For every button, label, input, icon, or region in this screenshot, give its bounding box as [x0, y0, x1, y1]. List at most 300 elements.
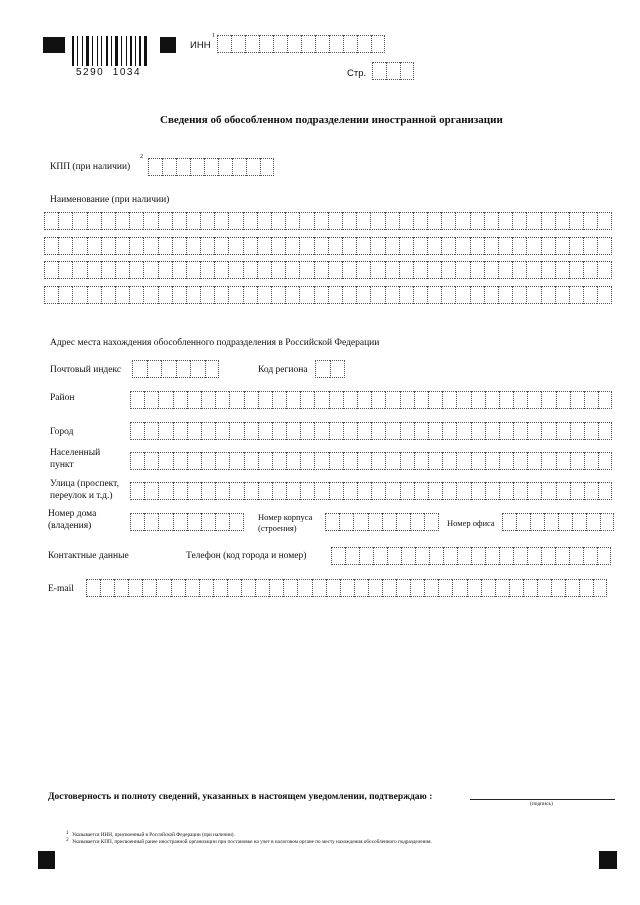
- input-cell[interactable]: [387, 547, 401, 565]
- input-cell[interactable]: [513, 422, 527, 440]
- input-cell[interactable]: [287, 35, 301, 53]
- input-cell[interactable]: [569, 547, 583, 565]
- input-cell[interactable]: [551, 579, 565, 597]
- input-cell[interactable]: [246, 158, 260, 176]
- input-cell[interactable]: [584, 391, 598, 409]
- input-cell[interactable]: [115, 286, 129, 304]
- input-cell[interactable]: [158, 391, 172, 409]
- input-cell[interactable]: [353, 513, 367, 531]
- input-cell[interactable]: [485, 452, 499, 470]
- input-cell[interactable]: [214, 237, 228, 255]
- input-cell[interactable]: [345, 547, 359, 565]
- input-cell[interactable]: [370, 212, 384, 230]
- input-cell[interactable]: [400, 391, 414, 409]
- input-cell[interactable]: [204, 158, 218, 176]
- input-cell[interactable]: [413, 237, 427, 255]
- input-cell[interactable]: [44, 212, 58, 230]
- input-cell[interactable]: [129, 237, 143, 255]
- input-cell[interactable]: [129, 261, 143, 279]
- input-cell[interactable]: [527, 422, 541, 440]
- input-cell[interactable]: [385, 237, 399, 255]
- input-cell[interactable]: [343, 452, 357, 470]
- input-cell[interactable]: [527, 482, 541, 500]
- input-cell[interactable]: [498, 286, 512, 304]
- input-cell[interactable]: [158, 513, 172, 531]
- input-cell[interactable]: [385, 212, 399, 230]
- page-number-cells[interactable]: [372, 62, 414, 80]
- input-cell[interactable]: [471, 482, 485, 500]
- input-cell[interactable]: [257, 261, 271, 279]
- input-cell[interactable]: [541, 286, 555, 304]
- input-cell[interactable]: [228, 237, 242, 255]
- input-cell[interactable]: [499, 422, 513, 440]
- input-cell[interactable]: [513, 547, 527, 565]
- input-cell[interactable]: [269, 579, 283, 597]
- input-cell[interactable]: [442, 482, 456, 500]
- input-cell[interactable]: [370, 261, 384, 279]
- input-cell[interactable]: [329, 422, 343, 440]
- input-cell[interactable]: [555, 212, 569, 230]
- input-cell[interactable]: [205, 360, 220, 378]
- input-cell[interactable]: [572, 513, 586, 531]
- input-cell[interactable]: [187, 452, 201, 470]
- input-cell[interactable]: [201, 391, 215, 409]
- input-cell[interactable]: [115, 212, 129, 230]
- input-cell[interactable]: [114, 579, 128, 597]
- input-cell[interactable]: [526, 212, 540, 230]
- input-cell[interactable]: [329, 452, 343, 470]
- input-cell[interactable]: [130, 513, 144, 531]
- input-cell[interactable]: [512, 212, 526, 230]
- input-cell[interactable]: [72, 237, 86, 255]
- input-cell[interactable]: [285, 237, 299, 255]
- input-cell[interactable]: [368, 513, 382, 531]
- input-cell[interactable]: [101, 212, 115, 230]
- input-cell[interactable]: [314, 286, 328, 304]
- input-cell[interactable]: [471, 422, 485, 440]
- input-cell[interactable]: [331, 547, 345, 565]
- input-cell[interactable]: [158, 482, 172, 500]
- input-cell[interactable]: [326, 579, 340, 597]
- input-cell[interactable]: [271, 212, 285, 230]
- input-cell[interactable]: [498, 237, 512, 255]
- input-cell[interactable]: [214, 286, 228, 304]
- input-cell[interactable]: [243, 237, 257, 255]
- input-cell[interactable]: [158, 212, 172, 230]
- input-cell[interactable]: [339, 513, 353, 531]
- input-cell[interactable]: [598, 422, 612, 440]
- input-cell[interactable]: [285, 286, 299, 304]
- input-cell[interactable]: [495, 579, 509, 597]
- input-cell[interactable]: [342, 261, 356, 279]
- input-cell[interactable]: [173, 482, 187, 500]
- input-cell[interactable]: [385, 422, 399, 440]
- input-cell[interactable]: [72, 261, 86, 279]
- input-cell[interactable]: [215, 513, 229, 531]
- input-cell[interactable]: [130, 422, 144, 440]
- input-cell[interactable]: [541, 237, 555, 255]
- input-cell[interactable]: [187, 391, 201, 409]
- input-cell[interactable]: [315, 35, 329, 53]
- input-cell[interactable]: [597, 547, 611, 565]
- input-cell[interactable]: [272, 422, 286, 440]
- input-cell[interactable]: [356, 237, 370, 255]
- input-cell[interactable]: [329, 482, 343, 500]
- input-cell[interactable]: [424, 513, 438, 531]
- input-cell[interactable]: [428, 422, 442, 440]
- input-cell[interactable]: [200, 212, 214, 230]
- input-cell[interactable]: [385, 286, 399, 304]
- input-cell[interactable]: [441, 237, 455, 255]
- input-cell[interactable]: [484, 212, 498, 230]
- input-cell[interactable]: [368, 579, 382, 597]
- input-cell[interactable]: [232, 158, 246, 176]
- input-cell[interactable]: [357, 482, 371, 500]
- input-cell[interactable]: [199, 579, 213, 597]
- input-cell[interactable]: [513, 452, 527, 470]
- input-cell[interactable]: [231, 35, 245, 53]
- input-cell[interactable]: [399, 261, 413, 279]
- region-code-cells[interactable]: [315, 360, 345, 378]
- input-cell[interactable]: [272, 482, 286, 500]
- input-cell[interactable]: [285, 261, 299, 279]
- input-cell[interactable]: [427, 261, 441, 279]
- input-cell[interactable]: [143, 261, 157, 279]
- input-cell[interactable]: [343, 422, 357, 440]
- input-cell[interactable]: [371, 452, 385, 470]
- input-cell[interactable]: [410, 513, 424, 531]
- input-cell[interactable]: [385, 391, 399, 409]
- input-cell[interactable]: [129, 286, 143, 304]
- input-cell[interactable]: [314, 482, 328, 500]
- input-cell[interactable]: [400, 422, 414, 440]
- name-cells-row-4[interactable]: [44, 286, 612, 304]
- input-cell[interactable]: [526, 237, 540, 255]
- input-cell[interactable]: [471, 547, 485, 565]
- input-cell[interactable]: [555, 237, 569, 255]
- input-cell[interactable]: [385, 261, 399, 279]
- input-cell[interactable]: [544, 513, 558, 531]
- input-cell[interactable]: [271, 261, 285, 279]
- input-cell[interactable]: [527, 391, 541, 409]
- input-cell[interactable]: [597, 261, 611, 279]
- district-cells[interactable]: [130, 391, 612, 409]
- input-cell[interactable]: [173, 513, 187, 531]
- input-cell[interactable]: [467, 579, 481, 597]
- input-cell[interactable]: [215, 422, 229, 440]
- input-cell[interactable]: [143, 237, 157, 255]
- input-cell[interactable]: [484, 237, 498, 255]
- input-cell[interactable]: [257, 286, 271, 304]
- input-cell[interactable]: [130, 391, 144, 409]
- input-cell[interactable]: [87, 261, 101, 279]
- input-cell[interactable]: [329, 391, 343, 409]
- input-cell[interactable]: [597, 286, 611, 304]
- input-cell[interactable]: [143, 212, 157, 230]
- input-cell[interactable]: [452, 579, 466, 597]
- input-cell[interactable]: [172, 237, 186, 255]
- input-cell[interactable]: [229, 391, 243, 409]
- input-cell[interactable]: [228, 261, 242, 279]
- input-cell[interactable]: [583, 547, 597, 565]
- input-cell[interactable]: [130, 482, 144, 500]
- input-cell[interactable]: [400, 482, 414, 500]
- input-cell[interactable]: [158, 237, 172, 255]
- input-cell[interactable]: [429, 547, 443, 565]
- input-cell[interactable]: [442, 422, 456, 440]
- input-cell[interactable]: [190, 158, 204, 176]
- input-cell[interactable]: [371, 422, 385, 440]
- input-cell[interactable]: [130, 452, 144, 470]
- input-cell[interactable]: [86, 579, 100, 597]
- input-cell[interactable]: [541, 482, 555, 500]
- input-cell[interactable]: [401, 547, 415, 565]
- input-cell[interactable]: [456, 452, 470, 470]
- name-cells-row-2[interactable]: [44, 237, 612, 255]
- input-cell[interactable]: [187, 482, 201, 500]
- input-cell[interactable]: [328, 261, 342, 279]
- input-cell[interactable]: [214, 261, 228, 279]
- input-cell[interactable]: [470, 212, 484, 230]
- input-cell[interactable]: [455, 212, 469, 230]
- input-cell[interactable]: [396, 513, 410, 531]
- input-cell[interactable]: [541, 212, 555, 230]
- input-cell[interactable]: [144, 391, 158, 409]
- input-cell[interactable]: [258, 482, 272, 500]
- input-cell[interactable]: [569, 212, 583, 230]
- input-cell[interactable]: [328, 286, 342, 304]
- input-cell[interactable]: [257, 212, 271, 230]
- input-cell[interactable]: [215, 452, 229, 470]
- input-cell[interactable]: [173, 422, 187, 440]
- input-cell[interactable]: [101, 261, 115, 279]
- input-cell[interactable]: [286, 422, 300, 440]
- input-cell[interactable]: [286, 482, 300, 500]
- input-cell[interactable]: [44, 261, 58, 279]
- input-cell[interactable]: [555, 261, 569, 279]
- signature-line[interactable]: [470, 799, 615, 800]
- input-cell[interactable]: [373, 547, 387, 565]
- locality-cells[interactable]: [130, 452, 612, 470]
- input-cell[interactable]: [357, 452, 371, 470]
- input-cell[interactable]: [285, 212, 299, 230]
- input-cell[interactable]: [400, 62, 414, 80]
- input-cell[interactable]: [229, 422, 243, 440]
- input-cell[interactable]: [87, 286, 101, 304]
- input-cell[interactable]: [241, 579, 255, 597]
- name-cells-row-3[interactable]: [44, 261, 612, 279]
- input-cell[interactable]: [260, 158, 274, 176]
- input-cell[interactable]: [215, 391, 229, 409]
- input-cell[interactable]: [499, 547, 513, 565]
- input-cell[interactable]: [340, 579, 354, 597]
- input-cell[interactable]: [502, 513, 516, 531]
- input-cell[interactable]: [176, 360, 191, 378]
- input-cell[interactable]: [258, 422, 272, 440]
- input-cell[interactable]: [200, 286, 214, 304]
- input-cell[interactable]: [314, 452, 328, 470]
- input-cell[interactable]: [201, 482, 215, 500]
- input-cell[interactable]: [399, 237, 413, 255]
- input-cell[interactable]: [312, 579, 326, 597]
- input-cell[interactable]: [243, 261, 257, 279]
- input-cell[interactable]: [255, 579, 269, 597]
- input-cell[interactable]: [427, 237, 441, 255]
- input-cell[interactable]: [176, 158, 190, 176]
- input-cell[interactable]: [101, 237, 115, 255]
- input-cell[interactable]: [569, 286, 583, 304]
- input-cell[interactable]: [527, 452, 541, 470]
- input-cell[interactable]: [144, 452, 158, 470]
- input-cell[interactable]: [357, 422, 371, 440]
- input-cell[interactable]: [385, 482, 399, 500]
- input-cell[interactable]: [244, 452, 258, 470]
- input-cell[interactable]: [158, 452, 172, 470]
- input-cell[interactable]: [325, 513, 339, 531]
- input-cell[interactable]: [299, 286, 313, 304]
- input-cell[interactable]: [300, 391, 314, 409]
- input-cell[interactable]: [142, 579, 156, 597]
- input-cell[interactable]: [427, 212, 441, 230]
- input-cell[interactable]: [597, 212, 611, 230]
- input-cell[interactable]: [158, 422, 172, 440]
- input-cell[interactable]: [214, 212, 228, 230]
- input-cell[interactable]: [428, 482, 442, 500]
- input-cell[interactable]: [185, 579, 199, 597]
- input-cell[interactable]: [314, 237, 328, 255]
- input-cell[interactable]: [356, 286, 370, 304]
- input-cell[interactable]: [148, 158, 162, 176]
- input-cell[interactable]: [570, 452, 584, 470]
- input-cell[interactable]: [354, 579, 368, 597]
- input-cell[interactable]: [382, 513, 396, 531]
- input-cell[interactable]: [342, 237, 356, 255]
- input-cell[interactable]: [396, 579, 410, 597]
- input-cell[interactable]: [186, 261, 200, 279]
- input-cell[interactable]: [228, 286, 242, 304]
- input-cell[interactable]: [144, 513, 158, 531]
- input-cell[interactable]: [556, 391, 570, 409]
- office-number-cells[interactable]: [502, 513, 614, 531]
- input-cell[interactable]: [162, 158, 176, 176]
- input-cell[interactable]: [301, 35, 315, 53]
- input-cell[interactable]: [87, 212, 101, 230]
- input-cell[interactable]: [299, 237, 313, 255]
- input-cell[interactable]: [413, 212, 427, 230]
- input-cell[interactable]: [512, 237, 526, 255]
- input-cell[interactable]: [186, 212, 200, 230]
- input-cell[interactable]: [370, 237, 384, 255]
- input-cell[interactable]: [386, 62, 400, 80]
- input-cell[interactable]: [570, 422, 584, 440]
- input-cell[interactable]: [158, 261, 172, 279]
- input-cell[interactable]: [245, 35, 259, 53]
- input-cell[interactable]: [283, 579, 297, 597]
- input-cell[interactable]: [161, 360, 176, 378]
- input-cell[interactable]: [455, 237, 469, 255]
- input-cell[interactable]: [144, 482, 158, 500]
- input-cell[interactable]: [244, 422, 258, 440]
- input-cell[interactable]: [129, 212, 143, 230]
- input-cell[interactable]: [343, 482, 357, 500]
- input-cell[interactable]: [583, 212, 597, 230]
- input-cell[interactable]: [526, 286, 540, 304]
- input-cell[interactable]: [471, 391, 485, 409]
- input-cell[interactable]: [173, 452, 187, 470]
- input-cell[interactable]: [556, 452, 570, 470]
- input-cell[interactable]: [147, 360, 162, 378]
- input-cell[interactable]: [187, 422, 201, 440]
- input-cell[interactable]: [498, 212, 512, 230]
- input-cell[interactable]: [229, 452, 243, 470]
- input-cell[interactable]: [300, 482, 314, 500]
- input-cell[interactable]: [484, 286, 498, 304]
- input-cell[interactable]: [598, 452, 612, 470]
- input-cell[interactable]: [569, 261, 583, 279]
- input-cell[interactable]: [115, 261, 129, 279]
- input-cell[interactable]: [243, 286, 257, 304]
- input-cell[interactable]: [471, 452, 485, 470]
- input-cell[interactable]: [541, 547, 555, 565]
- input-cell[interactable]: [329, 35, 343, 53]
- input-cell[interactable]: [499, 391, 513, 409]
- input-cell[interactable]: [470, 237, 484, 255]
- input-cell[interactable]: [299, 261, 313, 279]
- input-cell[interactable]: [442, 391, 456, 409]
- input-cell[interactable]: [527, 547, 541, 565]
- input-cell[interactable]: [424, 579, 438, 597]
- input-cell[interactable]: [173, 391, 187, 409]
- input-cell[interactable]: [371, 391, 385, 409]
- input-cell[interactable]: [456, 482, 470, 500]
- input-cell[interactable]: [499, 482, 513, 500]
- input-cell[interactable]: [414, 452, 428, 470]
- input-cell[interactable]: [132, 360, 147, 378]
- input-cell[interactable]: [415, 547, 429, 565]
- input-cell[interactable]: [583, 261, 597, 279]
- input-cell[interactable]: [457, 547, 471, 565]
- input-cell[interactable]: [272, 452, 286, 470]
- input-cell[interactable]: [556, 422, 570, 440]
- input-cell[interactable]: [328, 237, 342, 255]
- input-cell[interactable]: [555, 547, 569, 565]
- input-cell[interactable]: [441, 261, 455, 279]
- input-cell[interactable]: [315, 360, 330, 378]
- input-cell[interactable]: [297, 579, 311, 597]
- input-cell[interactable]: [485, 547, 499, 565]
- input-cell[interactable]: [499, 452, 513, 470]
- input-cell[interactable]: [330, 360, 345, 378]
- input-cell[interactable]: [498, 261, 512, 279]
- input-cell[interactable]: [44, 286, 58, 304]
- input-cell[interactable]: [314, 261, 328, 279]
- input-cell[interactable]: [410, 579, 424, 597]
- input-cell[interactable]: [516, 513, 530, 531]
- input-cell[interactable]: [72, 286, 86, 304]
- input-cell[interactable]: [190, 360, 205, 378]
- input-cell[interactable]: [428, 452, 442, 470]
- input-cell[interactable]: [217, 35, 231, 53]
- input-cell[interactable]: [314, 212, 328, 230]
- input-cell[interactable]: [441, 286, 455, 304]
- input-cell[interactable]: [258, 391, 272, 409]
- input-cell[interactable]: [271, 286, 285, 304]
- input-cell[interactable]: [428, 391, 442, 409]
- input-cell[interactable]: [413, 286, 427, 304]
- input-cell[interactable]: [526, 261, 540, 279]
- input-cell[interactable]: [229, 482, 243, 500]
- input-cell[interactable]: [584, 422, 598, 440]
